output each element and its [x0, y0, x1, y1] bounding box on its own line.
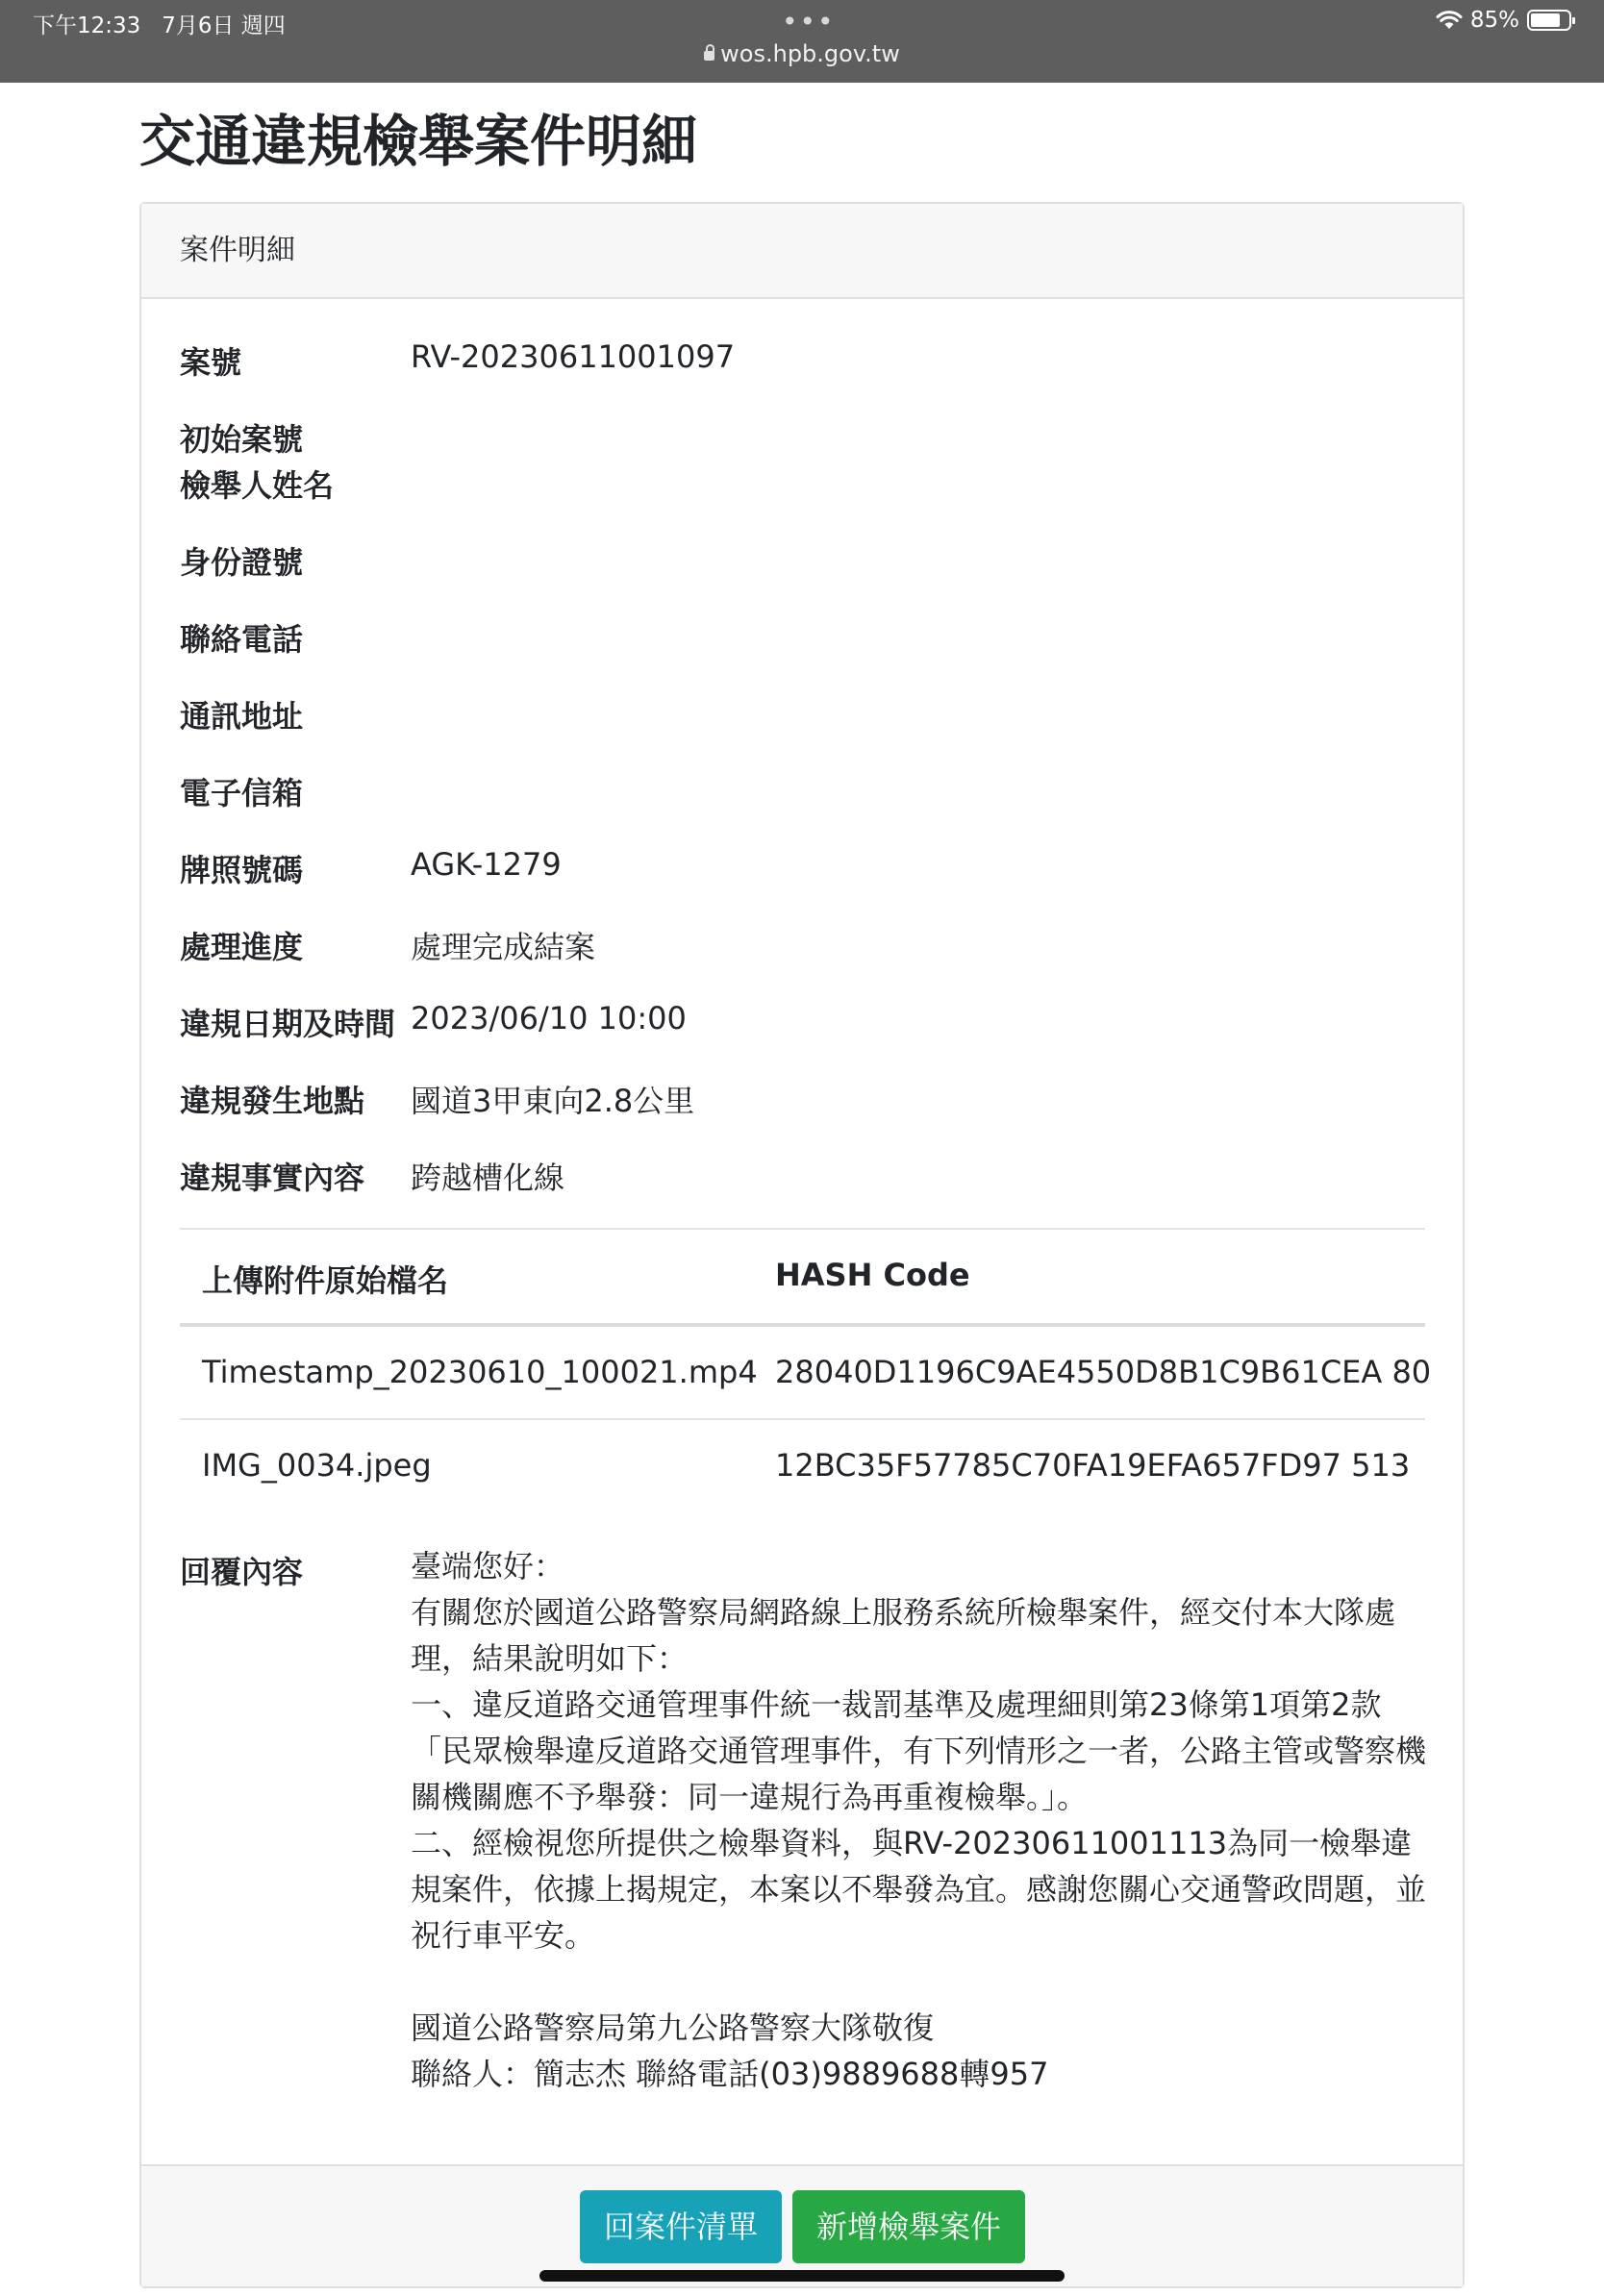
table-top-border — [180, 1228, 1425, 1230]
field-value: 2023/06/10 10:00 — [411, 1000, 687, 1036]
status-bar — [0, 0, 1604, 83]
new-report-button[interactable]: 新增檢舉案件 — [792, 2190, 1025, 2263]
card-footer — [141, 2164, 1463, 2286]
back-to-list-button[interactable]: 回案件清單 — [580, 2190, 782, 2263]
reply-line: 一、違反道路交通管理事件統一裁罰基準及處理細則第23條第1項第2款「民眾檢舉違反道路交通管理事件，有下列情形之一者，公路主管或警察機關機關應不予舉發：同一違規行為再重複檢舉。」。 — [411, 1686, 1427, 1815]
col-header-hash: HASH Code — [775, 1257, 970, 1293]
field-label: 通訊地址 — [180, 698, 304, 735]
field-label: 檢舉人姓名 — [180, 467, 335, 504]
lock-icon — [704, 51, 714, 61]
field-value: RV-20230611001097 — [411, 338, 736, 375]
attachment-hash: 12BC35F57785C70FA19EFA657FD97 513 — [775, 1447, 1411, 1484]
reply-line: 聯絡人：簡志杰 聯絡電話(03)9889688轉957 — [411, 2056, 1049, 2092]
field-label: 違規日期及時間 — [180, 1006, 396, 1042]
reply-line — [411, 1959, 1440, 2005]
more-dots-icon[interactable]: ••• — [782, 6, 836, 37]
field-label: 違規發生地點 — [180, 1083, 365, 1119]
status-time: 下午12:33 7月6日 週四 — [33, 13, 286, 38]
reply-line: 國道公路警察局第九公路警察大隊敬復 — [411, 2009, 935, 2046]
col-header-filename: 上傳附件原始檔名 — [202, 1262, 449, 1299]
field-label: 初始案號 — [180, 421, 304, 458]
attachment-filename: IMG_0034.jpeg — [202, 1447, 432, 1484]
field-value: AGK-1279 — [411, 846, 562, 883]
field-value: 處理完成結案 — [411, 929, 596, 965]
home-indicator[interactable] — [539, 2270, 1065, 2282]
row-divider — [180, 1418, 1425, 1420]
field-label: 牌照號碼 — [180, 852, 304, 888]
field-label: 案號 — [180, 344, 242, 381]
wifi-icon — [1436, 10, 1463, 31]
battery-percent: 85% — [1469, 8, 1519, 33]
field-label: 聯絡電話 — [180, 621, 304, 658]
table-header-border — [180, 1323, 1425, 1327]
attachment-filename: Timestamp_20230610_100021.mp4 — [202, 1354, 758, 1390]
field-label: 違規事實內容 — [180, 1160, 365, 1196]
battery-icon — [1527, 10, 1571, 31]
reply-line: 有關您於國道公路警察局網路線上服務系統所檢舉案件，經交付本大隊處理，結果說明如下： — [411, 1594, 1396, 1677]
status-indicators — [1436, 8, 1571, 33]
reply-content — [411, 1543, 1440, 2097]
reply-label: 回覆內容 — [180, 1554, 304, 1590]
url-text: wos.hpb.gov.tw — [720, 40, 900, 67]
attachment-hash: 28040D1196C9AE4550D8B1C9B61CEA 80 — [775, 1354, 1432, 1390]
field-label: 處理進度 — [180, 929, 304, 965]
field-value: 跨越槽化線 — [411, 1160, 565, 1196]
field-label: 身份證號 — [180, 544, 304, 581]
page-title: 交通違規檢舉案件明細 — [139, 109, 698, 174]
card-header: 案件明細 — [141, 204, 1463, 299]
field-value: 國道3甲東向2.8公里 — [411, 1083, 695, 1119]
address-bar[interactable] — [0, 40, 1604, 67]
reply-line: 臺端您好： — [411, 1548, 565, 1585]
field-label: 電子信箱 — [180, 775, 304, 811]
reply-line: 二、經檢視您所提供之檢舉資料，與RV-20230611001113為同一檢舉違規案件，依據上揭規定，本案以不舉發為宜。感謝您關心交通警政問題，並祝行車平安。 — [411, 1825, 1427, 1954]
